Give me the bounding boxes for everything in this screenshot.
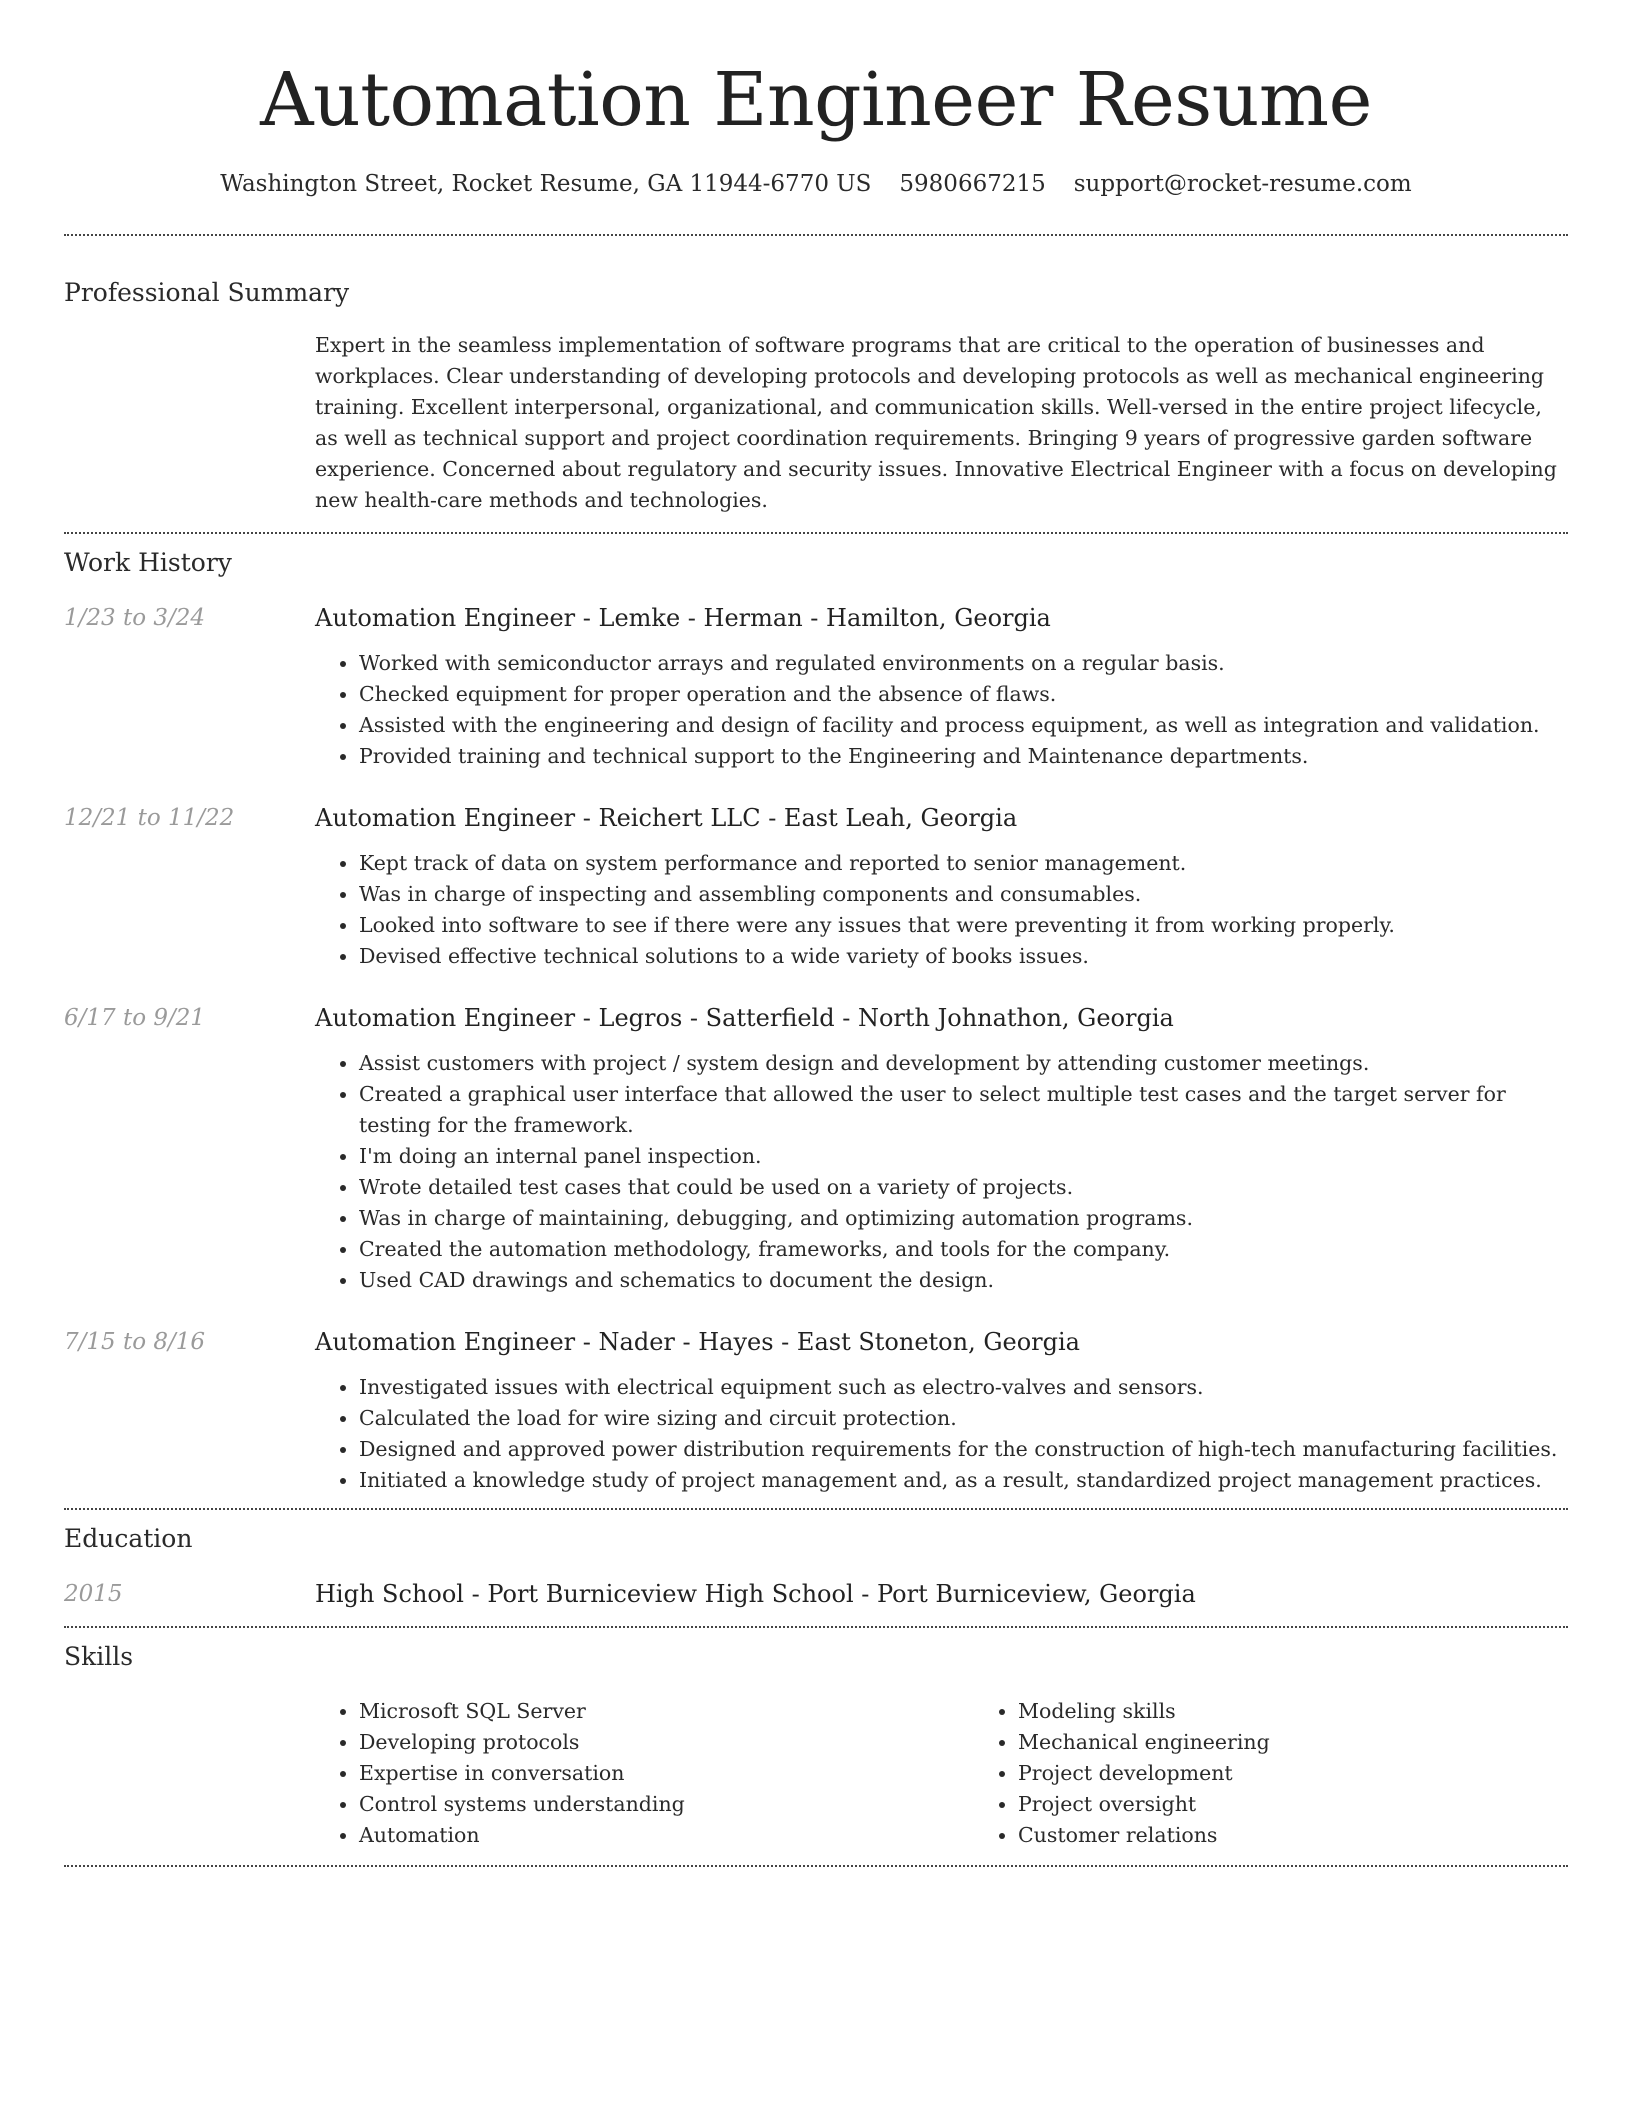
skills-section — [64, 1640, 1568, 1851]
skill-item: • Modeling skills — [1018, 1696, 1632, 1727]
section-divider — [64, 532, 1568, 534]
education-details — [315, 1578, 1568, 1610]
job-entry — [64, 1326, 1568, 1496]
section-divider — [64, 1865, 1568, 1867]
job-bullets — [315, 1372, 1568, 1496]
job-entry — [64, 802, 1568, 972]
job-bullets — [315, 848, 1568, 972]
skill-item: • Control systems understanding — [359, 1789, 974, 1820]
job-bullet: • Created a graphical user interface that allowed the user to select multiple test cases and the target server for testing for the framework. — [359, 1079, 1568, 1141]
skills-row — [64, 1696, 1568, 1851]
job-dates: 12/21 to 11/22 — [64, 805, 235, 831]
skill-item: • Project development — [1018, 1758, 1632, 1789]
job-bullet: • Investigated issues with electrical equipment such as electro-valves and sensors. — [359, 1372, 1568, 1403]
job-dates: 7/15 to 8/16 — [64, 1329, 206, 1355]
skills-columns — [315, 1696, 1632, 1851]
contact-address: Washington Street, Rocket Resume, GA 11944-6770 US — [220, 171, 872, 197]
skill-item: • Project oversight — [1018, 1789, 1632, 1820]
job-entry — [64, 1002, 1568, 1296]
job-bullet: • Provided training and technical support to the Engineering and Maintenance departments. — [359, 741, 1568, 772]
section-divider — [64, 234, 1568, 236]
contact-phone: 5980667215 — [899, 171, 1046, 197]
job-bullet: • Wrote detailed test cases that could be used on a variety of projects. — [359, 1172, 1568, 1203]
job-details — [315, 802, 1568, 972]
summary-body — [315, 330, 1568, 516]
contact-email: support@rocket-resume.com — [1073, 171, 1412, 197]
job-bullet: • Assisted with the engineering and design of facility and process equipment, as well as integration and validation. — [359, 710, 1568, 741]
section-divider — [64, 1626, 1568, 1628]
job-dates: 1/23 to 3/24 — [64, 605, 206, 631]
education-heading: Education — [64, 1524, 193, 1553]
job-bullet: • Devised effective technical solutions to a wide variety of books issues. — [359, 941, 1568, 972]
skill-item: • Mechanical engineering — [1018, 1727, 1632, 1758]
education-section — [64, 1522, 1568, 1610]
job-bullet: • Worked with semiconductor arrays and regulated environments on a regular basis. — [359, 648, 1568, 679]
skill-item: • Customer relations — [1018, 1820, 1632, 1851]
job-title: Automation Engineer - Nader - Hayes - East Stoneton, Georgia — [315, 1328, 1080, 1356]
work-history-section — [64, 546, 1568, 1496]
job-bullet: • Initiated a knowledge study of project management and, as a result, standardized project management practices. — [359, 1465, 1568, 1496]
contact-line — [64, 168, 1568, 200]
skills-heading: Skills — [64, 1642, 134, 1671]
job-bullet: • Calculated the load for wire sizing and circuit protection. — [359, 1403, 1568, 1434]
job-bullet: • I'm doing an internal panel inspection. — [359, 1141, 1568, 1172]
skills-list-right — [974, 1696, 1632, 1851]
summary-text: Expert in the seamless implementation of software programs that are critical to the operation of businesses and workplaces. Clear understanding of developing protocols and developing protocols as well as mechanical engineering training. Excellent interpersonal, organizational, and communication skills. Well-versed in the entire project lifecycle, as well as technical support and project coordination requirements. Bringing 9 years of progressive garden software experience. Concerned about regulatory and security issues. Innovative Electrical Engineer with a focus on developing new health-care methods and technologies. — [315, 333, 1557, 512]
job-details — [315, 1002, 1568, 1296]
skills-list-left — [315, 1696, 974, 1851]
education-title: High School - Port Burniceview High School - Port Burniceview, Georgia — [315, 1580, 1196, 1608]
resume-title: Automation Engineer Resume — [260, 57, 1372, 143]
skill-item: • Microsoft SQL Server — [359, 1696, 974, 1727]
job-details — [315, 602, 1568, 772]
job-title: Automation Engineer - Legros - Satterfield - North Johnathon, Georgia — [315, 1004, 1174, 1032]
skill-item: • Developing protocols — [359, 1727, 974, 1758]
skill-item: • Expertise in conversation — [359, 1758, 974, 1789]
section-divider — [64, 1508, 1568, 1510]
job-details — [315, 1326, 1568, 1496]
job-title: Automation Engineer - Lemke - Herman - Hamilton, Georgia — [315, 604, 1051, 632]
job-bullet: • Used CAD drawings and schematics to document the design. — [359, 1265, 1568, 1296]
job-bullets — [315, 1048, 1568, 1296]
skill-item: • Automation — [359, 1820, 974, 1851]
job-bullet: • Was in charge of inspecting and assembling components and consumables. — [359, 879, 1568, 910]
education-year: 2015 — [64, 1581, 123, 1607]
job-dates: 6/17 to 9/21 — [64, 1005, 206, 1031]
job-bullet: • Looked into software to see if there were any issues that were preventing it from working properly. — [359, 910, 1568, 941]
job-bullet: • Created the automation methodology, frameworks, and tools for the company. — [359, 1234, 1568, 1265]
summary-section — [64, 276, 1568, 516]
summary-heading: Professional Summary — [64, 278, 350, 307]
education-entry — [64, 1578, 1568, 1610]
job-title: Automation Engineer - Reichert LLC - East Leah, Georgia — [315, 804, 1018, 832]
job-bullet: • Was in charge of maintaining, debugging, and optimizing automation programs. — [359, 1203, 1568, 1234]
job-entry — [64, 602, 1568, 772]
job-bullet: • Kept track of data on system performance and reported to senior management. — [359, 848, 1568, 879]
work-history-heading: Work History — [64, 548, 232, 577]
job-bullet: • Assist customers with project / system design and development by attending customer meetings. — [359, 1048, 1568, 1079]
summary-row — [64, 330, 1568, 516]
job-bullets — [315, 648, 1568, 772]
job-bullet: • Designed and approved power distribution requirements for the construction of high-tech manufacturing facilities. — [359, 1434, 1568, 1465]
job-bullet: • Checked equipment for proper operation and the absence of flaws. — [359, 679, 1568, 710]
